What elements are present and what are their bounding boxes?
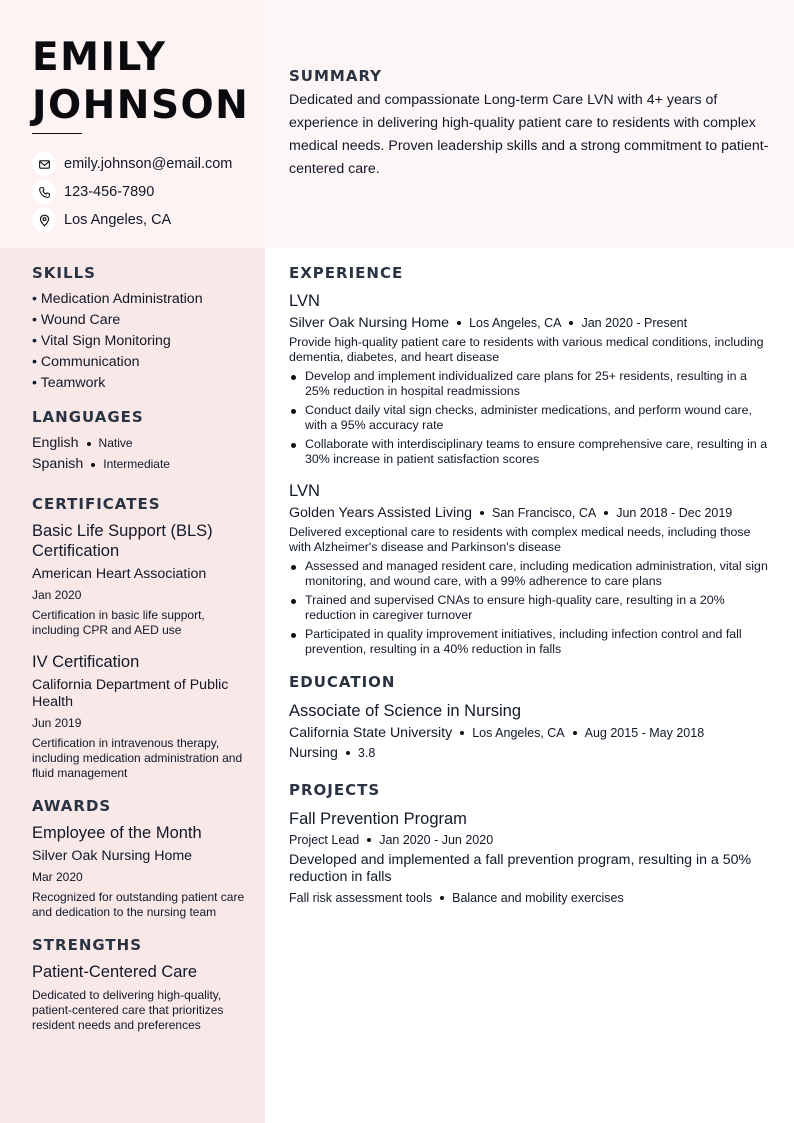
contact-location <box>32 206 232 234</box>
experience-title: EXPERIENCE <box>289 264 404 282</box>
certificate-date: Jun 2019 <box>32 716 82 730</box>
field-of-study: Nursing <box>289 745 338 761</box>
degree-name: Associate of Science in Nursing <box>289 702 522 720</box>
achievement-item: Trained and supervised CNAs to ensure high-quality care, resulting in a 20% reduction in caregiver turnover <box>289 593 769 623</box>
phone-icon <box>32 180 56 204</box>
job-description: Delivered exceptional care to residents with complex medical needs, including those with Alzheimer's disease and Parkinson's disease <box>289 525 751 554</box>
education-dates: Aug 2015 - May 2018 <box>584 726 705 740</box>
certificates-title: CERTIFICATES <box>32 495 161 513</box>
education-entry <box>289 701 769 761</box>
job-location: Los Angeles, CA <box>469 316 562 330</box>
main-content <box>289 264 769 905</box>
school-location: Los Angeles, CA <box>472 726 565 740</box>
project-name: Fall Prevention Program <box>289 810 467 828</box>
languages-title: LANGUAGES <box>32 408 144 426</box>
skills-title: SKILLS <box>32 264 96 282</box>
summary-title: SUMMARY <box>289 67 383 85</box>
skill-item: • Vital Sign Monitoring <box>32 333 171 349</box>
job-dates: Jun 2018 - Dec 2019 <box>616 506 733 520</box>
mail-icon <box>32 152 56 176</box>
sidebar-content <box>32 264 247 1033</box>
languages-list <box>32 433 247 475</box>
project-tags <box>289 891 769 905</box>
project-description: Developed and implemented a fall prevention program, resulting in a 50% reduction in falls <box>289 852 752 885</box>
job-title: LVN <box>289 482 320 500</box>
certificate-org: California Department of Public Health <box>32 677 229 710</box>
job-description: Provide high-quality patient care to residents with various medical conditions, including dementia, diabetes, and heart disease <box>289 335 764 364</box>
education-field-line <box>289 745 769 761</box>
job-company: Golden Years Assisted Living <box>289 505 472 521</box>
job-title: LVN <box>289 292 320 310</box>
certificate-item <box>32 521 247 638</box>
job-achievements <box>289 369 769 467</box>
contact-list <box>32 150 232 234</box>
award-date: Mar 2020 <box>32 870 83 884</box>
certificate-name: IV Certification <box>32 653 140 671</box>
certificate-desc: Certification in intravenous therapy, including medication administration and fluid management <box>32 736 243 780</box>
language-level: Intermediate <box>103 457 170 471</box>
job-entry <box>289 291 769 467</box>
phone-text: 123-456-7890 <box>64 184 155 200</box>
skill-item: • Wound Care <box>32 312 121 328</box>
project-tag: Fall risk assessment tools <box>289 891 433 905</box>
job-achievements <box>289 559 769 657</box>
certificate-desc: Certification in basic life support, including CPR and AED use <box>32 608 205 637</box>
award-desc: Recognized for outstanding patient care and dedication to the nursing team <box>32 890 245 919</box>
certificate-org: American Heart Association <box>32 566 207 582</box>
education-title: EDUCATION <box>289 673 396 691</box>
achievement-item: Collaborate with interdisciplinary teams to ensure comprehensive care, resulting in a 30% increase in patient satisfaction scores <box>289 437 769 467</box>
project-tag: Balance and mobility exercises <box>452 891 624 905</box>
skill-item: • Teamwork <box>32 375 106 391</box>
location-text: Los Angeles, CA <box>64 212 172 228</box>
skills-list <box>32 289 247 394</box>
award-item <box>32 823 247 920</box>
strength-item <box>32 962 247 1033</box>
job-dates: Jan 2020 - Present <box>581 316 688 330</box>
email-text: emily.johnson@email.com <box>64 156 233 172</box>
job-meta-line <box>289 315 769 331</box>
project-entry <box>289 809 769 905</box>
achievement-item: Assessed and managed resident care, including medication administration, vital sign monitoring, and wound care, with a 99% adherence to care plans <box>289 559 769 589</box>
education-meta-line <box>289 725 769 741</box>
project-dates: Jan 2020 - Jun 2020 <box>379 833 494 847</box>
certificate-item <box>32 652 247 781</box>
contact-email[interactable] <box>32 150 232 178</box>
contact-phone[interactable] <box>32 178 232 206</box>
award-org: Silver Oak Nursing Home <box>32 848 193 864</box>
language-item <box>32 433 247 454</box>
gpa-value: 3.8 <box>357 746 376 760</box>
language-name: English <box>32 435 79 451</box>
last-name: JOHNSON <box>32 83 250 128</box>
language-item <box>32 454 247 475</box>
name-divider <box>32 133 82 134</box>
first-name: EMILY <box>32 35 167 80</box>
job-company: Silver Oak Nursing Home <box>289 315 450 331</box>
skill-item: • Communication <box>32 354 140 370</box>
summary-text: Dedicated and compassionate Long-term Care LVN with 4+ years of experience in delivering high-quality patient care to residents with complex medical needs. Proven leadership skills and a strong commitment to patient-centered care. <box>289 92 769 177</box>
projects-title: PROJECTS <box>289 781 381 799</box>
certificate-date: Jan 2020 <box>32 588 82 602</box>
project-role: Project Lead <box>289 833 360 847</box>
location-pin-icon <box>32 208 56 232</box>
skill-item: • Medication Administration <box>32 291 203 307</box>
summary-section <box>289 67 769 181</box>
awards-title: AWARDS <box>32 797 112 815</box>
candidate-name <box>32 34 262 130</box>
school-name: California State University <box>289 725 453 741</box>
language-level: Native <box>98 436 133 450</box>
language-name: Spanish <box>32 456 84 472</box>
project-meta-line <box>289 833 769 847</box>
job-entry <box>289 481 769 657</box>
achievement-item: Conduct daily vital sign checks, administer medications, and perform wound care, with a 95% accuracy rate <box>289 403 769 433</box>
strengths-title: STRENGTHS <box>32 936 143 954</box>
certificate-name: Basic Life Support (BLS) Certification <box>32 522 213 560</box>
achievement-item: Develop and implement individualized care plans for 25+ residents, resulting in a 25% reduction in hospital readmissions <box>289 369 769 399</box>
job-meta-line <box>289 505 769 521</box>
job-location: San Francisco, CA <box>491 506 597 520</box>
strength-name: Patient-Centered Care <box>32 963 198 981</box>
strength-desc: Dedicated to delivering high-quality, patient-centered care that prioritizes resident needs and preferences <box>32 988 224 1032</box>
achievement-item: Participated in quality improvement initiatives, including infection control and fall prevention, resulting in a 40% reduction in falls <box>289 627 769 657</box>
award-name: Employee of the Month <box>32 824 202 842</box>
